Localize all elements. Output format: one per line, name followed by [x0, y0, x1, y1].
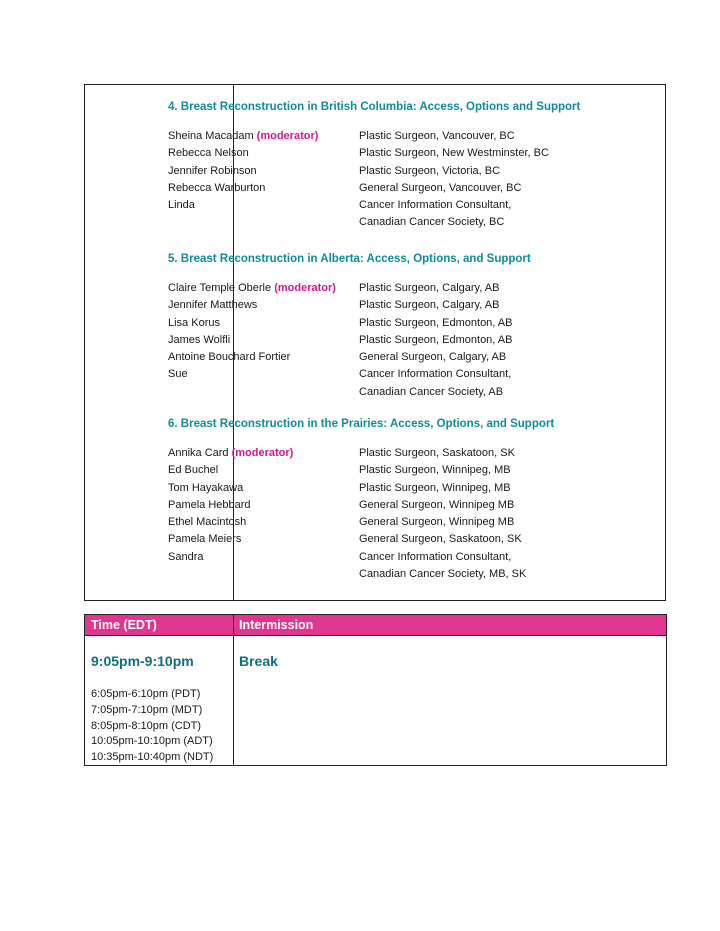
panelist-row	[168, 180, 578, 197]
panelist-name	[168, 128, 359, 145]
panelist-name	[168, 280, 359, 297]
panelist-name-text: Annika Card	[168, 447, 232, 459]
moderator-tag: (moderator)	[256, 130, 319, 142]
panelist-name	[168, 462, 359, 479]
panelist-role: General Surgeon, Vancouver, BC	[359, 181, 522, 194]
panelist-name-text: Lisa Korus	[168, 316, 220, 329]
panelist-name-text: Jennifer Robinson	[168, 164, 257, 177]
intermission-column-header: Intermission	[239, 618, 314, 632]
panelist-name-text: James Wolfli	[168, 333, 231, 346]
panelist-row	[168, 349, 578, 366]
timezone-cdt: 8:05pm-8:10pm (CDT)	[91, 719, 202, 732]
panelist-role: Plastic Surgeon, Calgary, AB	[359, 299, 500, 312]
panelist-role: Plastic Surgeon, Victoria, BC	[359, 164, 501, 177]
panelist-name-text: Sheina Macadam	[168, 130, 254, 142]
panelist-row	[168, 480, 578, 497]
panelist-name-text: Ed Buchel	[168, 464, 219, 477]
panelist-role: General Surgeon, Winnipeg MB	[359, 498, 515, 511]
panelist-role: Plastic Surgeon, Saskatoon, SK	[359, 447, 515, 459]
panelist-name-text: Rebecca Warburton	[168, 181, 266, 194]
panelist-name	[168, 332, 359, 349]
session-alberta	[168, 253, 578, 401]
panelist-name-text: Pamela Hebbard	[168, 498, 251, 511]
time-column-header: Time (EDT)	[91, 618, 157, 632]
panelist-name	[168, 315, 359, 332]
panelist-name-text: Sue	[168, 368, 188, 381]
session-british-columbia	[168, 101, 581, 232]
panelist-row	[168, 128, 578, 145]
panelist-name	[168, 531, 359, 548]
panelist-role: Cancer Information Consultant,	[359, 368, 512, 381]
panelist-role: Plastic Surgeon, Vancouver, BC	[359, 130, 515, 142]
panelist-role: Cancer Information Consultant,	[359, 199, 512, 212]
main-time: 9:05pm-9:10pm	[91, 653, 194, 669]
panelist-name	[168, 480, 359, 497]
panelist-role: Cancer Information Consultant,	[359, 550, 512, 563]
panelist-role: Canadian Cancer Society, BC	[359, 216, 505, 229]
panelist-name	[168, 514, 359, 531]
panelist-name-text: Jennifer Matthews	[168, 299, 258, 312]
timezone-ndt: 10:35pm-10:40pm (NDT)	[91, 751, 214, 764]
panelist-row	[168, 549, 578, 566]
panelist-row	[168, 531, 578, 548]
panelist-name	[168, 366, 359, 383]
timezone-adt: 10:05pm-10:10pm (ADT)	[91, 735, 213, 748]
panelist-role: Canadian Cancer Society, AB	[359, 385, 504, 398]
panelist-role: Plastic Surgeon, Winnipeg, MB	[359, 464, 511, 477]
panelist-role: General Surgeon, Winnipeg MB	[359, 516, 515, 529]
session-title: 6. Breast Reconstruction in the Prairies: Access, Options, and Support	[168, 418, 555, 430]
panelist-row	[168, 445, 578, 462]
panelist-list	[168, 280, 578, 401]
column-divider	[233, 615, 234, 765]
panelist-row	[168, 214, 578, 231]
moderator-tag: (moderator)	[274, 282, 336, 294]
panelist-name	[168, 384, 359, 401]
panelist-list	[168, 128, 578, 232]
panelist-name-text: Sandra	[168, 550, 204, 563]
panelist-name	[168, 197, 359, 214]
panelist-row	[168, 297, 578, 314]
session-title: 4. Breast Reconstruction in British Columbia: Access, Options and Support	[168, 101, 581, 113]
panelist-row	[168, 163, 578, 180]
panelist-row	[168, 514, 578, 531]
panelist-row	[168, 280, 578, 297]
timezone-list	[91, 687, 213, 766]
panelist-name	[168, 497, 359, 514]
panelist-name-text: Claire Temple Oberle	[168, 282, 272, 294]
timezone-mdt: 7:05pm-7:10pm (MDT)	[91, 703, 203, 716]
panelist-name-text: Antoine Bouchard Fortier	[168, 351, 291, 364]
panelist-row	[168, 384, 578, 401]
panelist-role: Plastic Surgeon, Edmonton, AB	[359, 316, 513, 329]
panelist-name-text: Linda	[168, 199, 195, 212]
panelist-list	[168, 445, 578, 583]
panelist-row	[168, 366, 578, 383]
intermission-table	[84, 614, 667, 766]
table-header	[85, 615, 666, 636]
panelist-row	[168, 145, 578, 162]
panelist-name	[168, 214, 359, 231]
panelist-row	[168, 462, 578, 479]
panelist-name	[168, 349, 359, 366]
panelist-role: Plastic Surgeon, Edmonton, AB	[359, 333, 513, 346]
panelist-role: Plastic Surgeon, Winnipeg, MB	[359, 481, 511, 494]
session-title: 5. Breast Reconstruction in Alberta: Access, Options, and Support	[168, 253, 531, 265]
break-label: Break	[239, 653, 278, 669]
panelist-role: Plastic Surgeon, Calgary, AB	[359, 282, 500, 294]
panelist-row	[168, 315, 578, 332]
panelist-name-text: Tom Hayakawa	[168, 481, 244, 494]
panelist-role: Plastic Surgeon, New Westminster, BC	[359, 147, 549, 160]
panelist-row	[168, 566, 578, 583]
session-prairies	[168, 418, 578, 583]
timezone-pdt: 6:05pm-6:10pm (PDT)	[91, 688, 201, 700]
panelist-row	[168, 197, 578, 214]
panelist-name-text: Rebecca Nelson	[168, 147, 249, 160]
panelist-name	[168, 445, 359, 462]
panelist-name-text: Ethel Macintosh	[168, 516, 247, 529]
panelist-name	[168, 180, 359, 197]
panelist-role: General Surgeon, Saskatoon, SK	[359, 533, 522, 546]
panelist-name	[168, 566, 359, 583]
panelist-name	[168, 145, 359, 162]
panelist-name	[168, 163, 359, 180]
panelist-role: General Surgeon, Calgary, AB	[359, 351, 507, 364]
panelist-row	[168, 497, 578, 514]
panelist-role: Canadian Cancer Society, MB, SK	[359, 568, 527, 581]
moderator-tag: (moderator)	[231, 447, 294, 459]
panelist-row	[168, 332, 578, 349]
panelist-name	[168, 549, 359, 566]
panelist-name-text: Pamela Meiers	[168, 533, 242, 546]
panelist-name	[168, 297, 359, 314]
